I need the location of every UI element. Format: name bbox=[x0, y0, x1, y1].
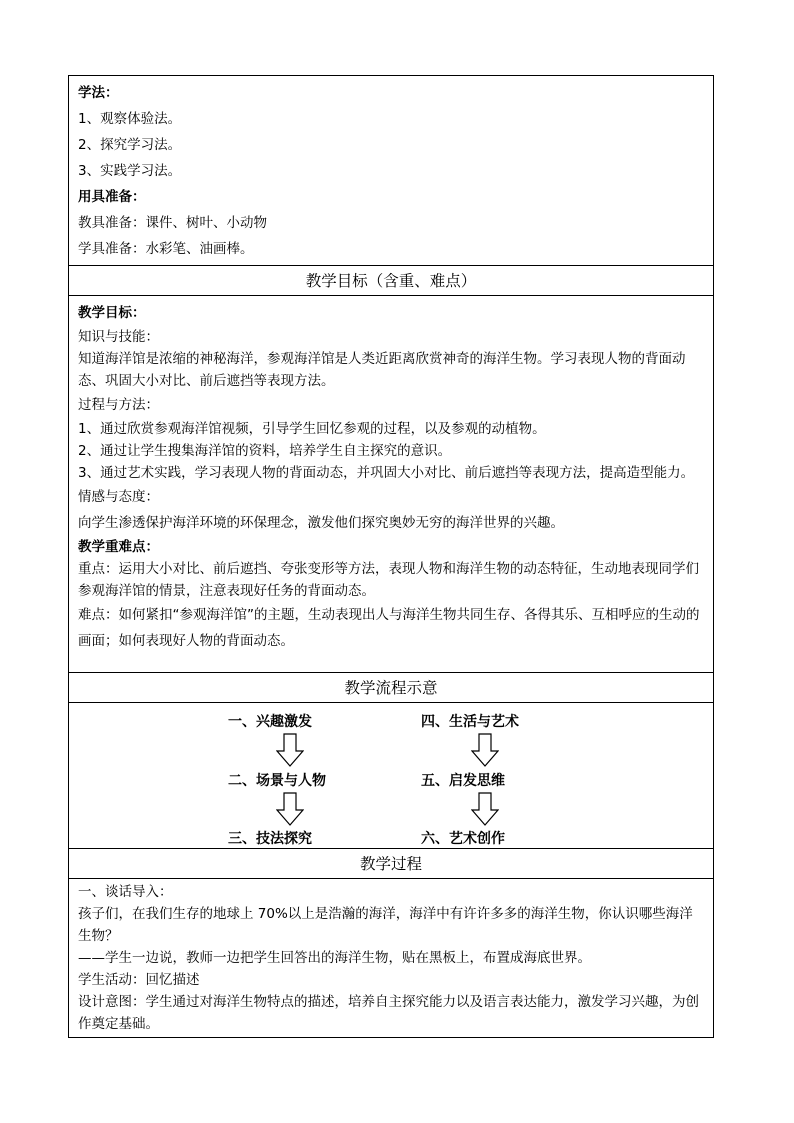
teacher-tools: 教具准备：课件、树叶、小动物 bbox=[78, 215, 267, 231]
goals-header: 教学目标（含重、难点） bbox=[69, 265, 713, 295]
process-item: 1、通过欣赏参观海洋馆视频，引导学生回忆参观的过程，以及参观的动植物。 bbox=[78, 421, 546, 437]
down-arrow-icon bbox=[471, 733, 499, 767]
process-section bbox=[69, 878, 713, 1037]
teacher-line: ——学生一边说，教师一边把学生回答出的海洋生物，贴在黑板上，布置成海底世界。 bbox=[78, 950, 591, 966]
down-arrow-icon bbox=[276, 733, 304, 767]
process-item: 3、通过艺术实践，学习表现人物的背面动态，并巩固大小对比、前后遮挡等表现方法，提高造型能力。 bbox=[78, 465, 695, 481]
key-point: 重点：运用大小对比、前后遮挡、夸张变形等方法，表现人物和海洋生物的动态特征，生动地表现同学们参观海洋馆的情景，注意表现好任务的背面动态。 bbox=[78, 561, 699, 599]
emotion-label: 情感与态度： bbox=[78, 489, 159, 505]
study-method-item: 3、实践学习法。 bbox=[78, 163, 182, 179]
flow-header: 教学流程示意 bbox=[69, 672, 713, 702]
lesson-plan-table bbox=[68, 75, 714, 1038]
knowledge-text: 知道海洋馆是浓缩的神秘海洋，参观海洋馆是人类近距离欣赏神奇的海洋生物。学习表现人物的背面动态、巩固大小对比、前后遮挡等表现方法。 bbox=[78, 351, 686, 389]
difficult-point: 难点：如何紧扣“参观海洋馆”的主题，生动表现出人与海洋生物共同生存、各得其乐、互相呼应的生动的画面；如何表现好人物的背面动态。 bbox=[78, 607, 700, 649]
intro-section-title: 一、谈话导入： bbox=[78, 884, 173, 900]
goals-section bbox=[69, 295, 713, 672]
flow-step-4: 四、生活与艺术 bbox=[421, 714, 519, 730]
flow-step-5: 五、启发思维 bbox=[421, 773, 505, 789]
student-activity: 学生活动：回忆描述 bbox=[78, 972, 200, 988]
methods-section bbox=[69, 76, 713, 265]
study-methods-heading: 学法： bbox=[78, 85, 119, 101]
emotion-text: 向学生渗透保护海洋环境的环保理念，激发他们探究奥妙无穷的海洋世界的兴趣。 bbox=[78, 515, 564, 531]
tools-heading: 用具准备： bbox=[78, 189, 146, 205]
goals-heading: 教学目标： bbox=[78, 305, 146, 321]
process-label: 过程与方法： bbox=[78, 397, 159, 413]
flow-step-1: 一、兴趣激发 bbox=[228, 714, 312, 730]
flow-diagram bbox=[69, 702, 713, 848]
down-arrow-icon bbox=[276, 792, 304, 826]
process-item: 2、通过让学生搜集海洋馆的资料，培养学生自主探究的意识。 bbox=[78, 443, 452, 459]
design-intent: 设计意图：学生通过对海洋生物特点的描述，培养自主探究能力以及语言表达能力，激发学习兴趣，为创作奠定基础。 bbox=[78, 994, 699, 1032]
process-header: 教学过程 bbox=[69, 848, 713, 878]
knowledge-label: 知识与技能： bbox=[78, 329, 159, 345]
student-tools: 学具准备：水彩笔、油画棒。 bbox=[78, 241, 254, 257]
study-method-item: 2、探究学习法。 bbox=[78, 137, 182, 153]
down-arrow-icon bbox=[471, 792, 499, 826]
key-difficult-heading: 教学重难点： bbox=[78, 539, 159, 555]
flow-step-3: 三、技法探究 bbox=[228, 831, 312, 847]
study-method-item: 1、观察体验法。 bbox=[78, 111, 182, 127]
flow-step-2: 二、场景与人物 bbox=[228, 773, 326, 789]
flow-step-6: 六、艺术创作 bbox=[421, 831, 505, 847]
intro-text: 孩子们，在我们生存的地球上 70%以上是浩瀚的海洋，海洋中有许许多多的海洋生物，你认识哪些海洋生物？ bbox=[78, 906, 693, 944]
